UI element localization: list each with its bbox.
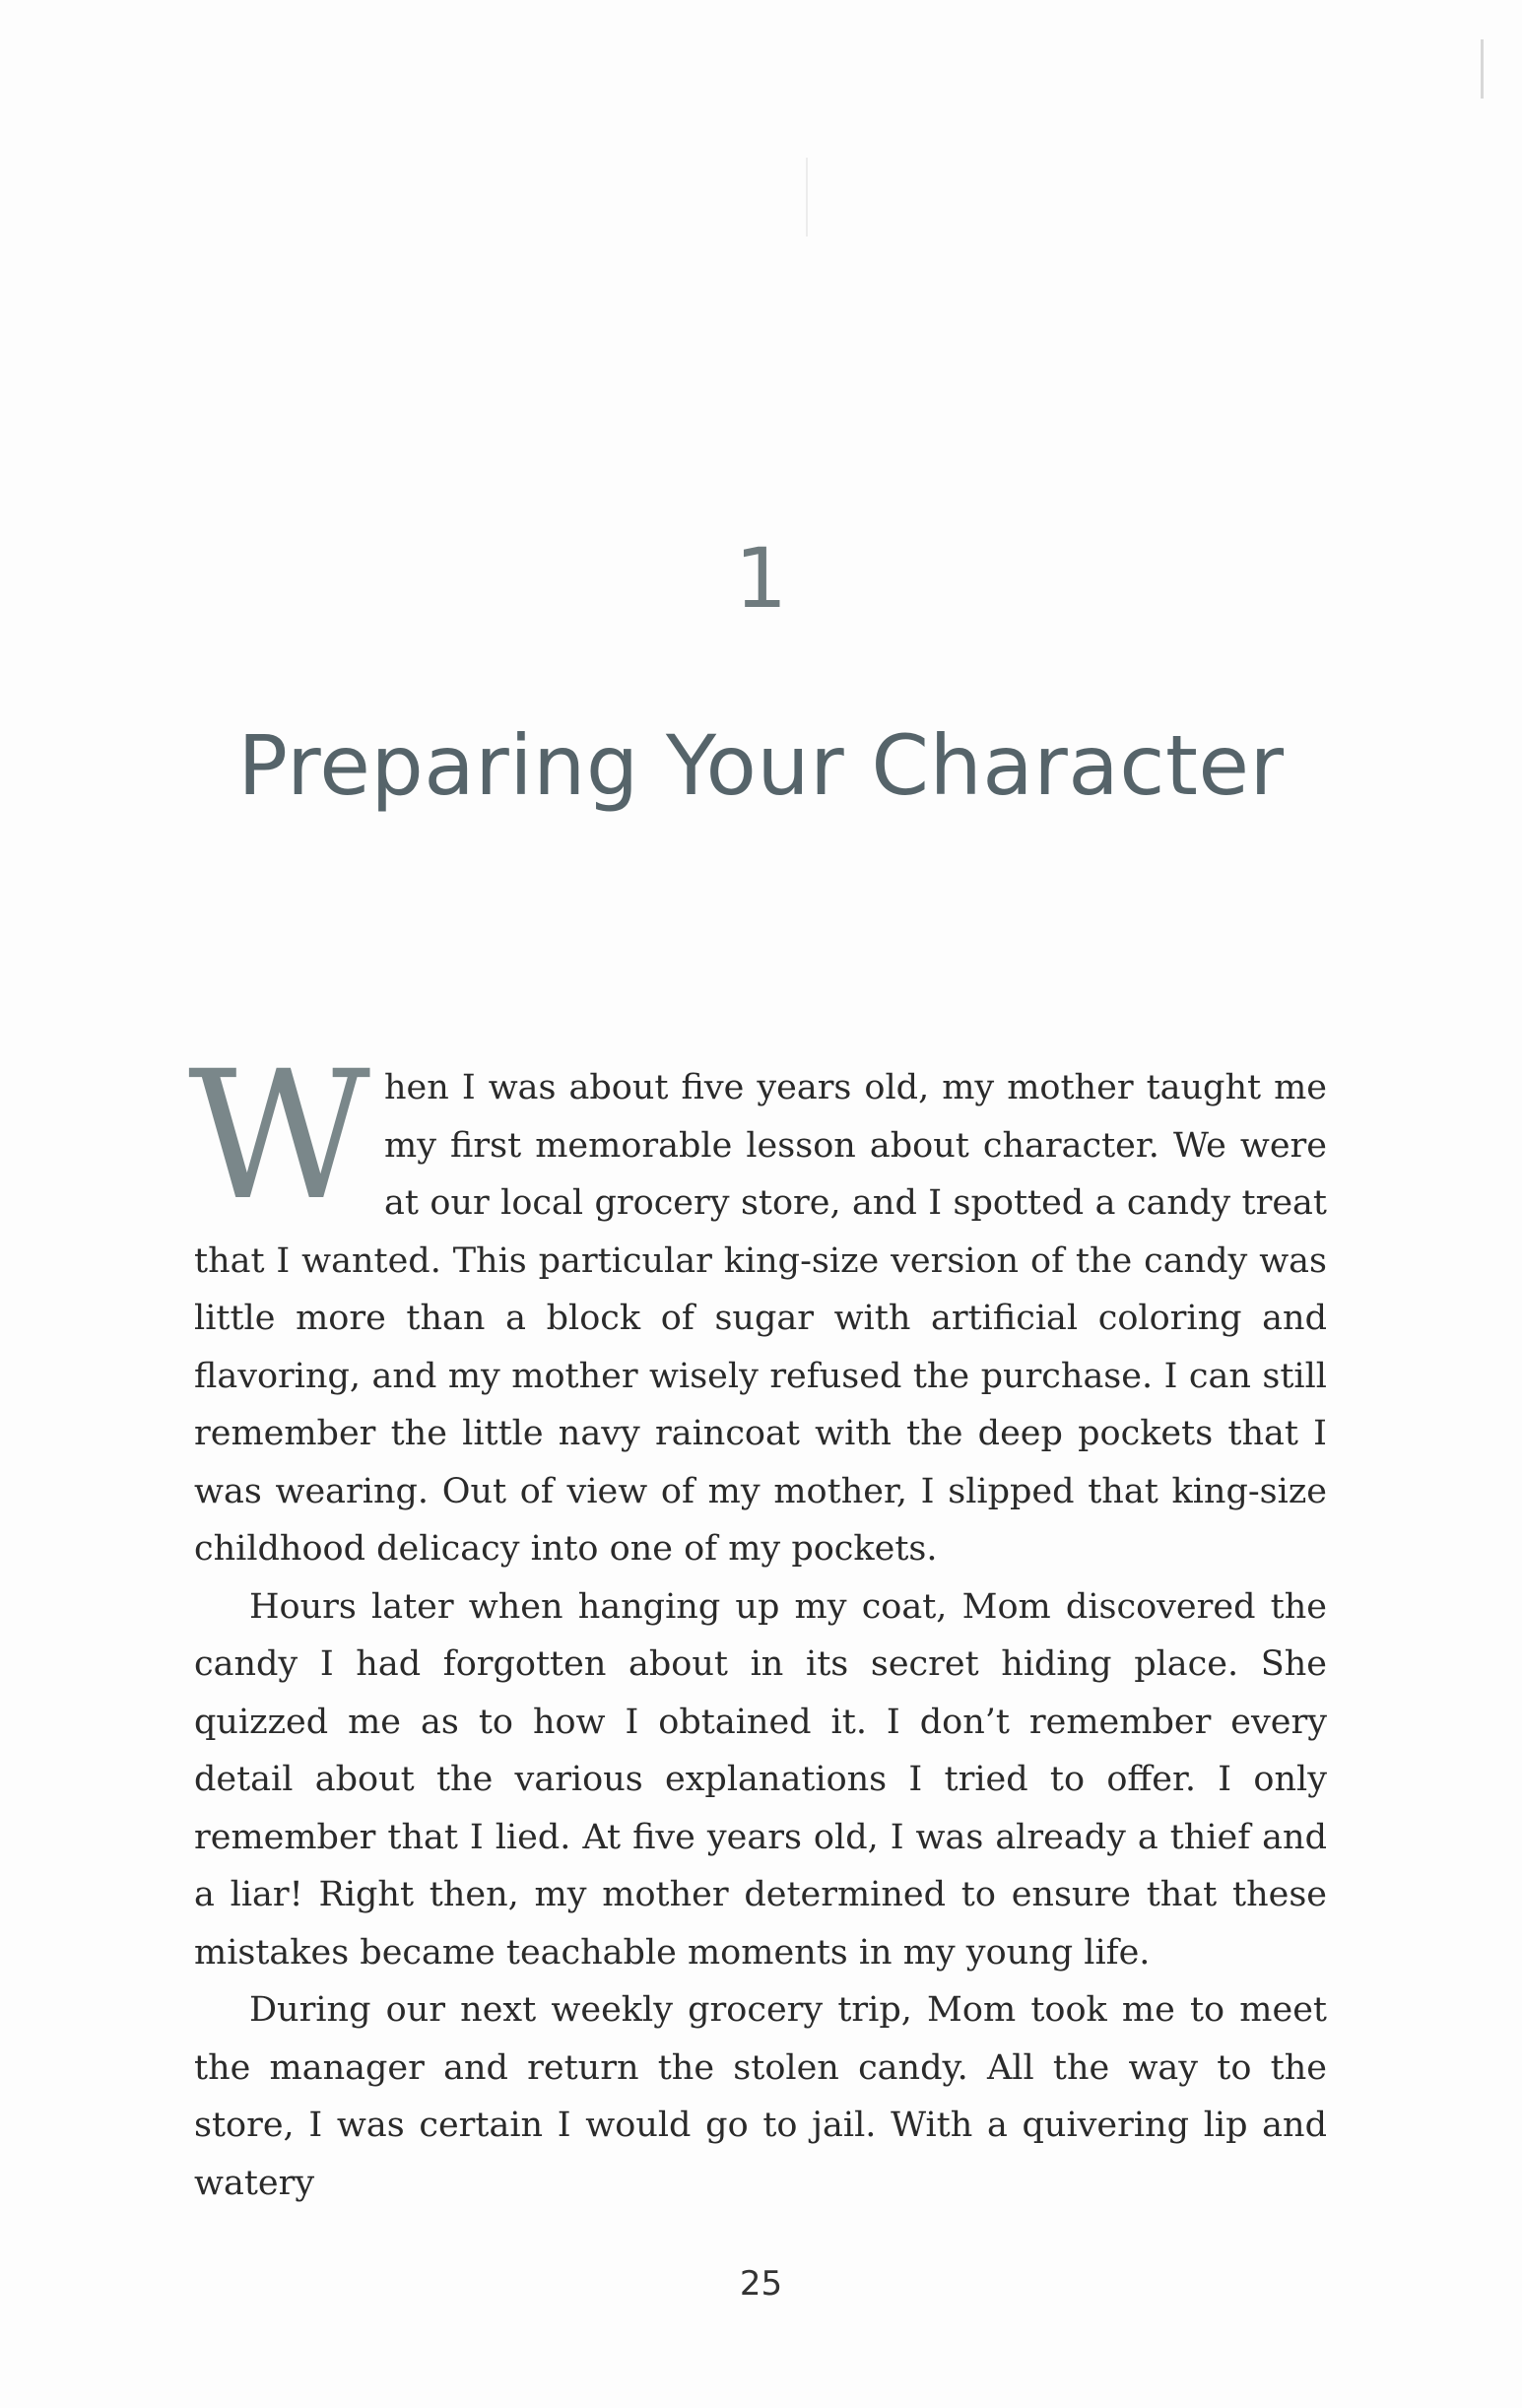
chapter-number: 1 [734,530,788,627]
chapter-body [188,1034,1327,2212]
page-number: 25 [739,2264,783,2304]
paragraph-text: hen I was about five years old, my mother taught me my first memorable lesson about character. We were at our local grocery store, and I spotted a candy treat that I wanted. This particular king-size version of the candy was little more than a block of sugar with artificial coloring and flavoring, and my mother wisely refused the purchase. I can still remember the little navy raincoat with the deep pockets that I was wearing. Out of view of my mother, I slipped that king-size childhood delicacy into one of my pockets. [194,1068,1327,1569]
paragraph [188,1034,1327,1578]
drop-cap: W [188,1034,371,1239]
chapter-title: Preparing Your Character [237,717,1285,814]
paragraph: During our next weekly grocery trip, Mom took me to meet the manager and return the stolen candy. All the way to the store, I was certain I would go to jail. With a quivering lip and watery [194,1990,1327,2203]
scan-artifact [806,158,808,236]
paragraph: Hours later when hanging up my coat, Mom discovered the candy I had forgotten about in its secret hiding place. She quizzed me as to how I obtained it. I don’t remember every detail about the various explanations I tried to offer. I only remember that I lied. At five years old, I was already a thief and a liar! Right then, my mother determined to ensure that these mistakes became teachable moments in my young life. [194,1586,1327,1973]
scan-artifact [1481,39,1484,99]
